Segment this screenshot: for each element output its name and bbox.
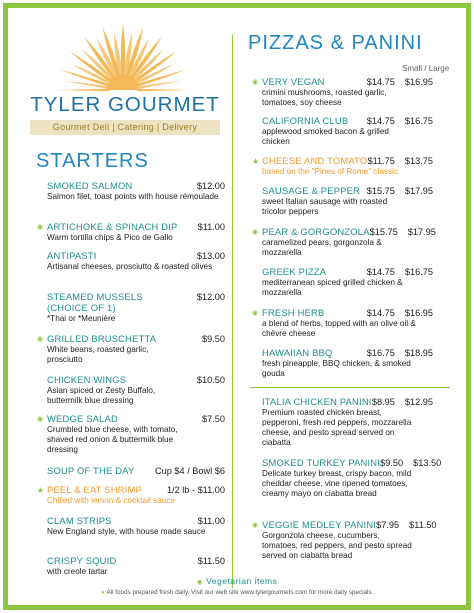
star-icon: ★	[100, 590, 106, 596]
item-name: HAWAIIAN BBQ	[262, 347, 333, 358]
item-name: VEGGIE MEDLEY PANINI	[262, 519, 377, 530]
price-large: $12.95	[404, 397, 433, 407]
item-desc: Asian spiced or Zesty Buffalo, buttermilk blue dressing	[47, 386, 156, 405]
starter-item	[37, 221, 225, 243]
price-large: $11.50	[409, 520, 437, 530]
item-price: 1/2 lb - $11.00	[166, 485, 225, 495]
price-small: $15.75	[366, 186, 395, 196]
starter-item	[47, 556, 225, 577]
item-desc: crimini mushrooms, roasted garlic, tomatoes, soy cheese	[262, 88, 387, 107]
price-large: $16.75	[404, 267, 433, 277]
size-small-label: Small	[402, 64, 423, 73]
item-price: Cup $4 / Bowl $6	[155, 466, 225, 476]
item-desc: based on the "Pines of Rome" classic	[262, 167, 398, 176]
brand-name: TYLER GOURMET	[30, 93, 220, 116]
item-name: FRESH HERB	[262, 307, 325, 318]
vegetarian-icon: ◉	[37, 416, 44, 423]
size-header	[402, 64, 449, 73]
vegetarian-icon: ◉	[252, 79, 259, 86]
item-price: $9.50	[202, 334, 225, 344]
item-desc: Warm tortilla chips & Pico de Gallo	[47, 233, 173, 242]
item-name: STEAMED MUSSELS	[47, 291, 143, 302]
vegetarian-icon: ◉	[252, 229, 259, 236]
vegetarian-icon: ◉	[196, 579, 204, 586]
item-desc: Chilled with lemon & cocktail sauce	[47, 496, 175, 505]
item-name: GREEK PIZZA	[262, 266, 327, 277]
item-price: $12.00	[196, 181, 225, 191]
item-name: ANTIPASTI	[47, 250, 97, 261]
panini-item	[262, 457, 442, 499]
footer-note	[0, 589, 474, 596]
item-desc: with creole tartar	[47, 567, 108, 576]
pizza-item	[262, 348, 433, 379]
item-desc: Delicate turkey breast, crispy bacon, mild cheddar cheese, vine ripened tomatoes, creamy mayo on ciabatta bread	[262, 469, 412, 498]
item-price: $7.50	[202, 414, 225, 424]
pizza-item	[252, 307, 433, 339]
item-desc: Crumbled blue cheese, with tomato, shaved red onion & buttermilk blue dressing	[47, 425, 178, 454]
legend-label: Vegetarian items	[206, 576, 278, 586]
panini-divider	[250, 387, 450, 388]
size-large-label: Large	[428, 64, 450, 73]
price-large: $16.75	[404, 116, 433, 126]
item-name: CLAM STRIPS	[47, 515, 112, 526]
starter-item	[37, 484, 225, 506]
pizza-item	[252, 76, 433, 108]
item-desc: Salmon filet, toast points with house rémoulade	[47, 192, 219, 201]
item-name: CHEESE AND TOMATO	[262, 155, 368, 166]
item-name: VERY VEGAN	[262, 76, 325, 87]
price-small: $14.75	[366, 308, 395, 318]
item-name: CALIFORNIA CLUB	[262, 115, 349, 126]
item-desc: Gorgonzola cheese, cucumbers, tomatoes, red peppers, and pesto spread served on ciabatta bread	[262, 531, 412, 560]
pizza-item	[252, 226, 436, 258]
starter-item	[47, 292, 225, 324]
item-name-subline: (CHOICE OF 1)	[47, 302, 116, 313]
price-large: $13.50	[413, 458, 442, 468]
price-small: $11.75	[367, 156, 395, 166]
item-name: ARTICHOKE & SPINACH DIP	[47, 221, 178, 232]
item-desc: fresh pineapple, BBQ chicken, & smoked gouda	[262, 359, 411, 378]
price-large: $18.95	[404, 348, 433, 358]
item-price: $13.00	[196, 251, 225, 261]
item-name: CRISPY SQUID	[47, 555, 117, 566]
sun-ray	[57, 89, 109, 92]
price-small: $15.75	[369, 227, 398, 237]
price-large: $17.95	[407, 227, 436, 237]
item-name: GRILLED BRUSCHETTA	[47, 333, 157, 344]
price-small: $14.75	[366, 267, 395, 277]
price-small: $7.95	[376, 520, 400, 530]
item-desc: New England style, with house made sauce	[47, 527, 206, 536]
sun-ray	[137, 89, 189, 92]
column-divider	[232, 35, 233, 588]
item-name: ITALIA CHICKEN PANINI	[262, 396, 372, 407]
item-price: $11.50	[197, 556, 225, 566]
item-name: SMOKED TURKEY PANINI	[262, 457, 381, 468]
item-desc: *Thai or *Meunière	[47, 314, 116, 323]
panini-item	[262, 397, 433, 448]
item-name: SOUP OF THE DAY	[47, 465, 135, 476]
vegetarian-icon: ◉	[37, 336, 44, 343]
item-desc: caramelized pears, gorgonzola & mozzarella	[262, 238, 382, 257]
vegetarian-icon: ◉	[252, 522, 259, 529]
starter-item	[37, 413, 225, 455]
item-desc: sweet Italian sausage with roasted tricolor peppers	[262, 197, 388, 216]
brand-tagline: Gourmet Deli | Catering | Delivery	[30, 120, 220, 135]
item-price: $11.00	[197, 516, 225, 526]
item-name: PEEL & EAT SHRIMP	[47, 484, 142, 495]
item-desc: Artisanal cheeses, prosciutto & roasted olives	[47, 262, 213, 271]
starters-title: STARTERS	[36, 150, 149, 172]
panini-item	[252, 519, 437, 561]
pizza-item	[262, 186, 433, 217]
item-desc: a blend of herbs, topped with an olive oil & chèvre cheese	[262, 319, 416, 338]
item-desc: applewood smoked bacon & grilled chicken	[262, 127, 389, 146]
sun-logo-icon	[28, 18, 218, 98]
price-large: $16.95	[404, 308, 433, 318]
price-small: $14.75	[366, 116, 395, 126]
item-name: SMOKED SALMON	[47, 180, 133, 191]
item-name: WEDGE SALAD	[47, 413, 118, 424]
vegetarian-icon: ◉	[37, 224, 44, 231]
star-icon: ★	[252, 157, 260, 166]
price-small: $14.75	[366, 77, 395, 87]
starter-item	[47, 466, 225, 476]
item-price: $11.00	[197, 222, 225, 232]
starter-item	[47, 181, 225, 202]
pizzas-title: PIZZAS & PANINI	[248, 32, 423, 54]
price-large: $17.95	[404, 186, 433, 196]
item-price: $10.50	[196, 375, 225, 385]
price-large: $16.95	[404, 77, 433, 87]
item-price: $12.00	[196, 292, 225, 302]
starter-item	[47, 516, 225, 537]
item-desc: mediterranean spiced grilled chicken & mozzarella	[262, 278, 403, 297]
item-name: SAUSAGE & PEPPER	[262, 185, 361, 196]
vegetarian-icon: ◉	[252, 310, 259, 317]
item-desc: Premium roasted chicken breast, pepperoni, fresh red peppers, mozzarella cheese, and pesto spread served on ciabatta	[262, 408, 412, 447]
price-large: $13.75	[404, 156, 433, 166]
legend	[0, 576, 474, 586]
price-small: $16.75	[366, 348, 395, 358]
pizza-item	[262, 267, 433, 298]
price-small: $8.95	[371, 397, 395, 407]
starter-item	[47, 251, 225, 272]
pizza-item	[262, 116, 433, 147]
item-name: CHICKEN WINGS	[47, 374, 127, 385]
footer-text: All foods prepared fresh daily. Visit our web site www.tylergourmets.com for more daily specials.	[106, 589, 374, 596]
starter-item	[47, 375, 225, 406]
item-name: PEAR & GORGONZOLA	[262, 226, 370, 237]
pizza-item	[252, 155, 433, 177]
star-icon: ★	[37, 486, 45, 495]
size-separator: /	[424, 64, 427, 73]
starter-item	[37, 333, 225, 365]
price-small: $9.50	[380, 458, 404, 468]
item-desc: White beans, roasted garlic, prosciutto	[47, 345, 149, 364]
